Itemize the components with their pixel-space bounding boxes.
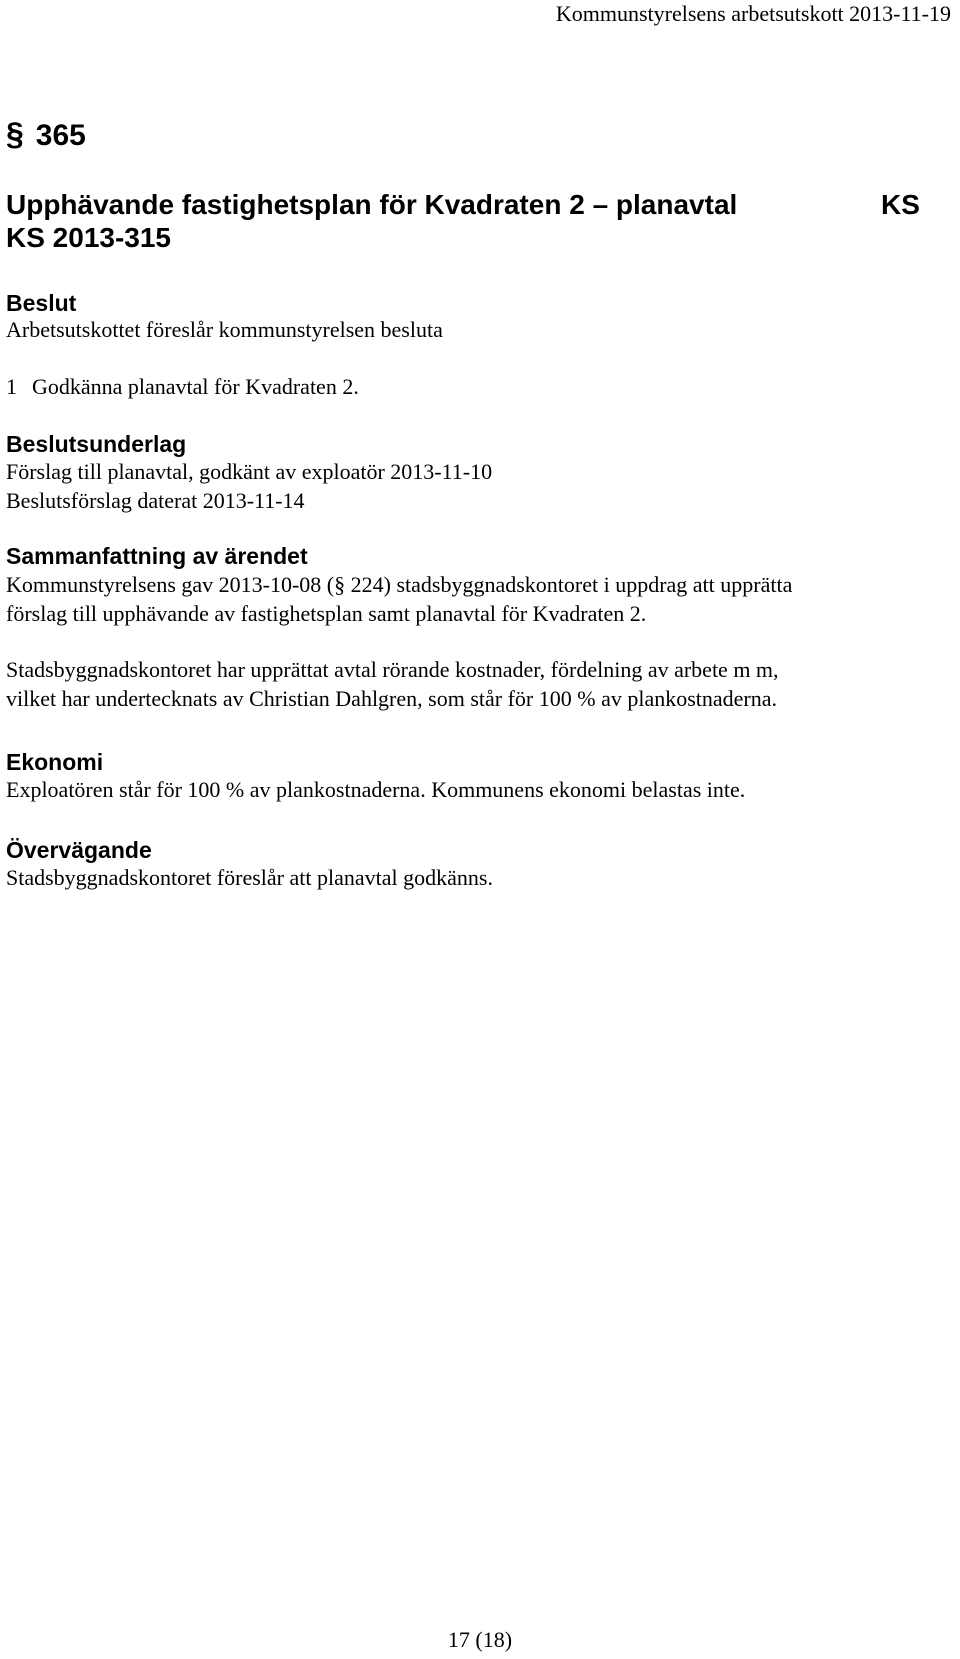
sammanfattning-para1-line2: förslag till upphävande av fastighetsplan samt planavtal för Kvadraten 2. [6, 601, 647, 626]
title-line-2: KS 2013-315 [6, 222, 172, 253]
running-header: Kommunstyrelsens arbetsutskott 2013-11-19 [555, 1, 951, 26]
section-number-value: 365 [35, 119, 86, 152]
overvagande-text: Stadsbyggnadskontoret föreslår att planavtal godkänns. [6, 865, 493, 890]
ekonomi-heading: Ekonomi [6, 749, 104, 775]
list-item-text: Godkänna planavtal för Kvadraten 2. [32, 374, 359, 399]
section-number [6, 116, 86, 154]
title-board: KS [881, 189, 920, 220]
sammanfattning-heading: Sammanfattning av ärendet [6, 543, 308, 569]
beslutsunderlag-heading: Beslutsunderlag [6, 431, 187, 457]
title-line-1: Upphävande fastighetsplan för Kvadraten 2 – planavtal [6, 189, 738, 220]
ekonomi-text: Exploatören står för 100 % av plankostnaderna. Kommunens ekonomi belastas inte. [6, 777, 746, 802]
overvagande-heading: Övervägande [6, 837, 152, 863]
sammanfattning-para1-line1: Kommunstyrelsens gav 2013-10-08 (§ 224) stadsbyggnadskontoret i uppdrag att upprätta [6, 572, 793, 597]
beslutsunderlag-line: Beslutsförslag daterat 2013-11-14 [6, 488, 305, 513]
section-symbol: § [6, 116, 24, 152]
sammanfattning-para2-line2: vilket har undertecknats av Christian Dahlgren, som står för 100 % av plankostnaderna. [6, 686, 777, 711]
page-number: 17 (18) [447, 1627, 513, 1652]
beslut-intro: Arbetsutskottet föreslår kommunstyrelsen besluta [6, 317, 443, 342]
beslutsunderlag-line: Förslag till planavtal, godkänt av exploatör 2013-11-10 [6, 459, 493, 484]
list-item [6, 373, 359, 401]
list-item-number: 1 [6, 374, 17, 399]
sammanfattning-para2-line1: Stadsbyggnadskontoret har upprättat avtal rörande kostnader, fördelning av arbete m m, [6, 657, 779, 682]
beslut-heading: Beslut [6, 290, 77, 316]
